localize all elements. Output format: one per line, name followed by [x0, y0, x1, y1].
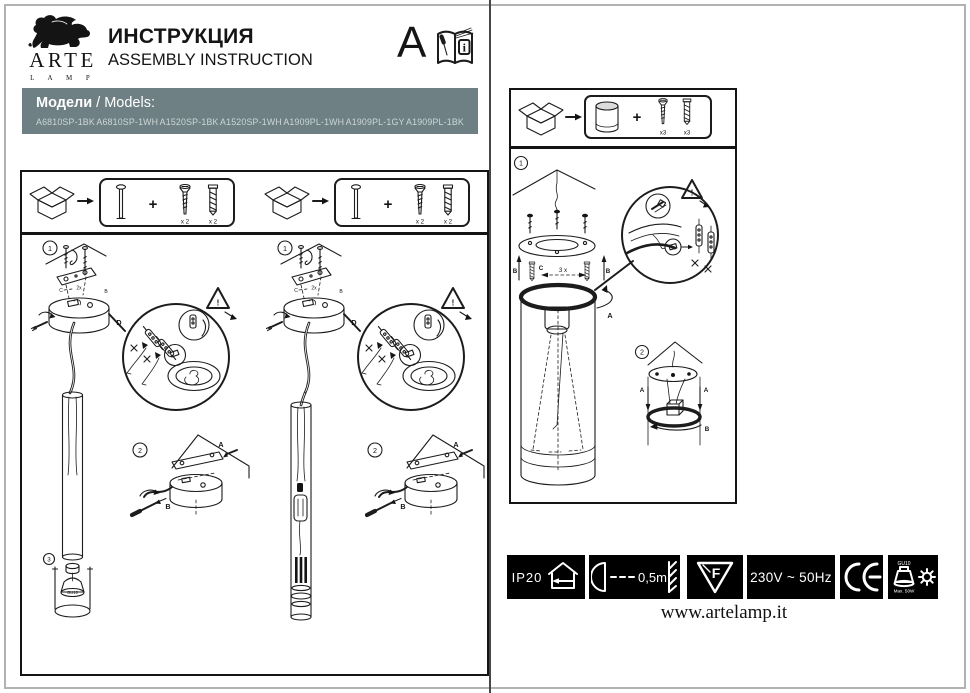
model-code: A6810SP-1BK	[36, 117, 95, 127]
model-code: A1909PL-1WH	[283, 117, 345, 127]
model-code: A1520SP-1WH	[220, 117, 282, 127]
package-contents	[257, 172, 487, 235]
model-code: A1520SP-1BK	[159, 117, 219, 127]
screwdriver-icon	[442, 37, 448, 56]
ceiling-corner	[513, 170, 595, 195]
info-icon: i	[462, 40, 466, 55]
svg-text:1: 1	[519, 158, 523, 168]
svg-text:B: B	[704, 426, 710, 433]
wrong-mark-icon	[705, 266, 711, 272]
surface-hatch-icon	[669, 562, 676, 592]
package-contents	[511, 90, 735, 149]
dowel-qty: x3	[683, 129, 691, 137]
title-english: ASSEMBLY INSTRUCTION	[108, 51, 313, 69]
model-code: A1909PL-1BK	[406, 117, 464, 127]
ceiling-corner	[648, 342, 702, 365]
svg-text:B: B	[605, 268, 611, 275]
package-contents	[22, 172, 259, 235]
manual-booklet-icon	[434, 25, 476, 71]
ceiling-wiring-detail	[622, 187, 718, 283]
f-mark-badge	[687, 555, 743, 599]
section-letter: A	[397, 18, 427, 67]
lamp-side-icon	[591, 563, 605, 591]
svg-text:3 x: 3 x	[558, 267, 568, 274]
wrong-mark-icon	[692, 260, 698, 266]
ceiling-lamp-instruction-panel	[509, 88, 737, 504]
pendant-instruction-panel-1	[20, 170, 261, 676]
model-code: A1909PL-1GY	[345, 117, 405, 127]
svg-text:A: A	[607, 311, 613, 320]
fixing-ring	[649, 351, 697, 382]
pendant-instruction-panel-2	[257, 170, 489, 676]
svg-text:3: 3	[47, 556, 51, 564]
svg-text:F: F	[711, 565, 721, 581]
svg-text:!: !	[690, 188, 694, 198]
lamp-type-badge	[888, 555, 938, 599]
mains-wire	[555, 170, 557, 213]
plus-sign: +	[632, 109, 642, 126]
svg-text:A: A	[639, 387, 645, 394]
models-bar	[22, 88, 478, 134]
svg-text:Max. 50W: Max. 50W	[893, 588, 915, 594]
document-titles	[108, 25, 313, 70]
title-russian: ИНСТРУКЦИЯ	[108, 25, 254, 48]
svg-text:B: B	[512, 268, 518, 275]
svg-text:A: A	[703, 387, 709, 394]
brand-name: ARTE	[29, 48, 97, 72]
winged-lion-icon	[28, 15, 90, 48]
voltage-badge: 230V ~ 50Hz	[747, 555, 835, 599]
strip-wire-detail	[646, 194, 670, 218]
screw-qty: x3	[659, 129, 667, 137]
trim-ring	[521, 285, 595, 309]
ceiling-step1-drawing	[513, 157, 718, 486]
pendant-tube	[63, 392, 83, 581]
mounting-plate	[519, 236, 595, 257]
mount-screws	[527, 210, 588, 233]
brand-sub: L A M P	[30, 74, 96, 82]
assembly-diagram	[22, 235, 252, 667]
ceiling-step2-drawing	[636, 342, 710, 445]
gu10-spot-icon	[895, 567, 914, 586]
cylinder-lamp-icon	[596, 102, 618, 132]
svg-text:2: 2	[640, 347, 644, 357]
trim-ring	[648, 408, 700, 426]
distance-badge	[589, 555, 680, 599]
wire-connectors	[692, 219, 714, 272]
arte-lamp-logo	[26, 14, 100, 86]
svg-text:GU10: GU10	[897, 561, 911, 567]
assembly-diagram	[511, 149, 731, 498]
model-code-list	[22, 111, 478, 127]
models-label: Модели / Models:	[36, 95, 155, 111]
house-icon	[549, 563, 577, 588]
svg-text:C: C	[538, 265, 544, 272]
svg-text:IP20: IP20	[511, 570, 543, 585]
lamp-body	[521, 300, 595, 485]
page-divider	[489, 0, 491, 693]
svg-text:0,5m: 0,5m	[638, 570, 667, 585]
website-url: www.artelamp.it	[660, 602, 788, 623]
ce-mark-icon	[841, 557, 882, 597]
pendant-tube	[291, 393, 311, 620]
svg-text:GU10: GU10	[67, 590, 78, 595]
ce-mark-badge	[840, 555, 883, 599]
model-code: A6810SP-1WH	[96, 117, 159, 127]
assembly-diagram	[257, 235, 487, 667]
sun-icon	[919, 569, 935, 585]
ip-rating-badge	[507, 555, 585, 599]
